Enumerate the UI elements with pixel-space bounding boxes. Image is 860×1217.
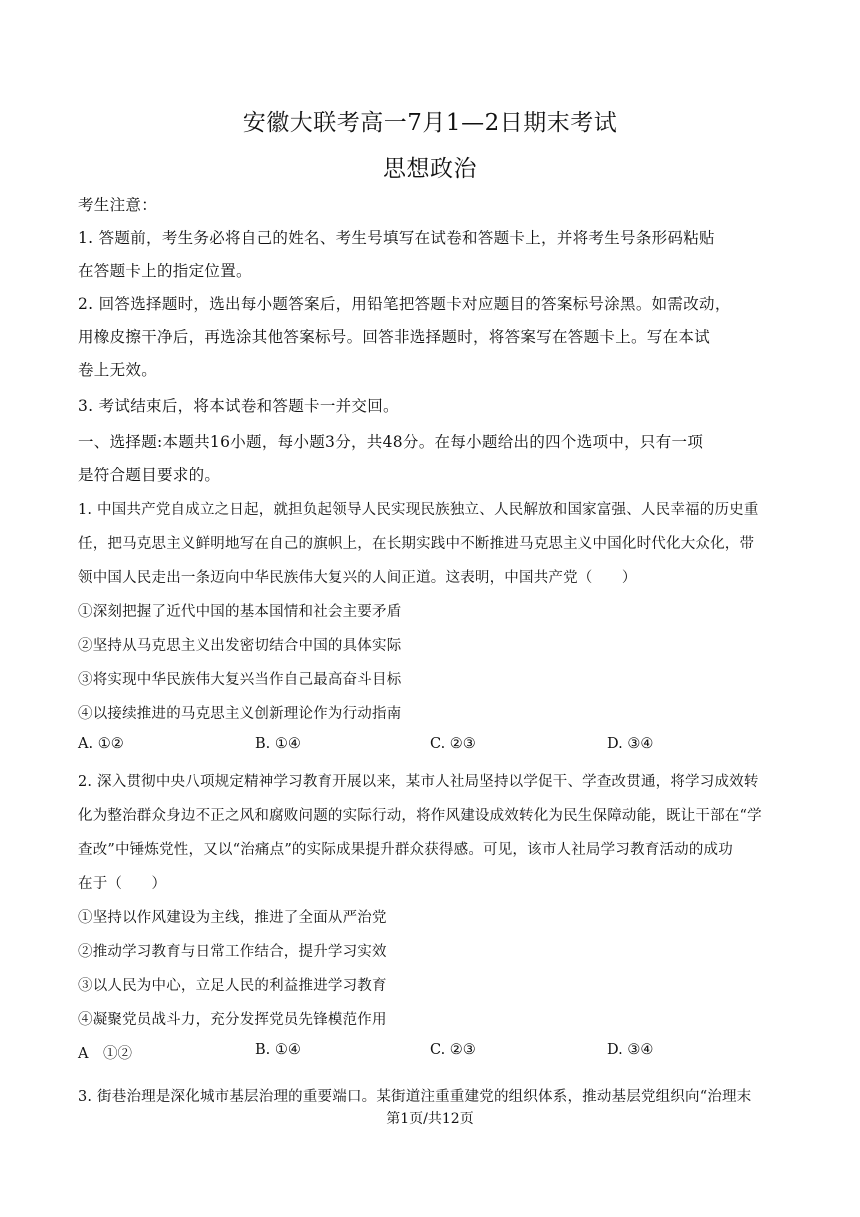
option-d[interactable]: D. ③④ — [607, 736, 654, 752]
question-2-stem: 2. 深入贯彻中央八项规定精神学习教育开展以来，某市人社局坚持以学促干、学查改贯通，将学习成效转 — [78, 774, 759, 790]
question-2-stem: 在于（ ） — [78, 876, 167, 892]
section-heading: 是符合题目要求的。 — [78, 466, 221, 484]
notice-line: 1. 答题前，考生务必将自己的姓名、考生号填写在试卷和答题卡上，并将考生号条形码粘贴 — [78, 229, 715, 247]
question-1-stem: 领中国人民走出一条迈向中华民族伟大复兴的人间正道。这表明，中国共产党（ ） — [78, 570, 637, 586]
subject-title: 思想政治 — [383, 156, 477, 182]
section-heading: 一、选择题:本题共16小题，每小题3分，共48分。在每小题给出的四个选项中，只有一项 — [78, 433, 704, 451]
question-2-stem: 化为整治群众身边不正之风和腐败问题的实际行动，将作风建设成效转化为民生保障动能，既让干部在“学 — [78, 808, 762, 824]
exam-title: 安徽大联考高一7月1—2日期末考试 — [242, 110, 618, 136]
question-2-stem: 查改”中锤炼党性，又以“治痛点”的实际成果提升群众获得感。可见，该市人社局学习教育活动的成功 — [78, 842, 733, 858]
option-d[interactable]: D. ③④ — [607, 1042, 654, 1058]
notice-heading: 考生注意： — [78, 196, 158, 214]
notice-line: 卷上无效。 — [78, 361, 158, 379]
question-3-stem: 3. 街巷治理是深化城市基层治理的重要端口。某街道注重重建党的组织体系，推动基层党组织向“治理末 — [78, 1089, 752, 1105]
notice-line: 在答题卡上的指定位置。 — [78, 262, 252, 280]
question-2-item: ②推动学习教育与日常工作结合，提升学习实效 — [78, 944, 387, 960]
notice-line: 2. 回答选择题时，选出每小题答案后，用铅笔把答题卡对应题目的答案标号涂黑。如需改动， — [78, 295, 731, 313]
question-1-item: ④以接续推进的马克思主义创新理论作为行动指南 — [78, 706, 402, 722]
option-c[interactable]: C. ②③ — [430, 736, 476, 752]
notice-line: 3. 考试结束后，将本试卷和答题卡一并交回。 — [78, 397, 399, 415]
question-2-item: ③以人民为中心，立足人民的利益推进学习教育 — [78, 978, 387, 994]
question-2-item: ④凝聚党员战斗力，充分发挥党员先锋模范作用 — [78, 1012, 387, 1028]
option-c[interactable]: C. ②③ — [430, 1042, 476, 1058]
option-b[interactable]: B. ①④ — [255, 736, 301, 752]
notice-line: 用橡皮擦干净后，再选涂其他答案标号。回答非选择题时，将答案写在答题卡上。写在本试 — [78, 328, 711, 346]
option-a[interactable]: A ①② — [78, 1046, 132, 1062]
question-1-item: ①深刻把握了近代中国的基本国情和社会主要矛盾 — [78, 604, 402, 620]
question-2-item: ①坚持以作风建设为主线，推进了全面从严治党 — [78, 910, 387, 926]
question-1-item: ②坚持从马克思主义出发密切结合中国的具体实际 — [78, 638, 402, 654]
option-a[interactable]: A. ①② — [78, 736, 124, 752]
question-2-options — [78, 1042, 788, 1066]
page-number: 第1页/共12页 — [386, 1111, 474, 1127]
question-1-stem: 1. 中国共产党自成立之日起，就担负起领导人民实现民族独立、人民解放和国家富强、人民幸福的历史重 — [78, 502, 759, 518]
question-1-stem: 任，把马克思主义鲜明地写在自己的旗帜上，在长期实践中不断推进马克思主义中国化时代化大众化，带 — [78, 536, 755, 552]
option-b[interactable]: B. ①④ — [255, 1042, 301, 1058]
question-1-options — [78, 736, 788, 760]
question-1-item: ③将实现中华民族伟大复兴当作自己最高奋斗目标 — [78, 672, 402, 688]
